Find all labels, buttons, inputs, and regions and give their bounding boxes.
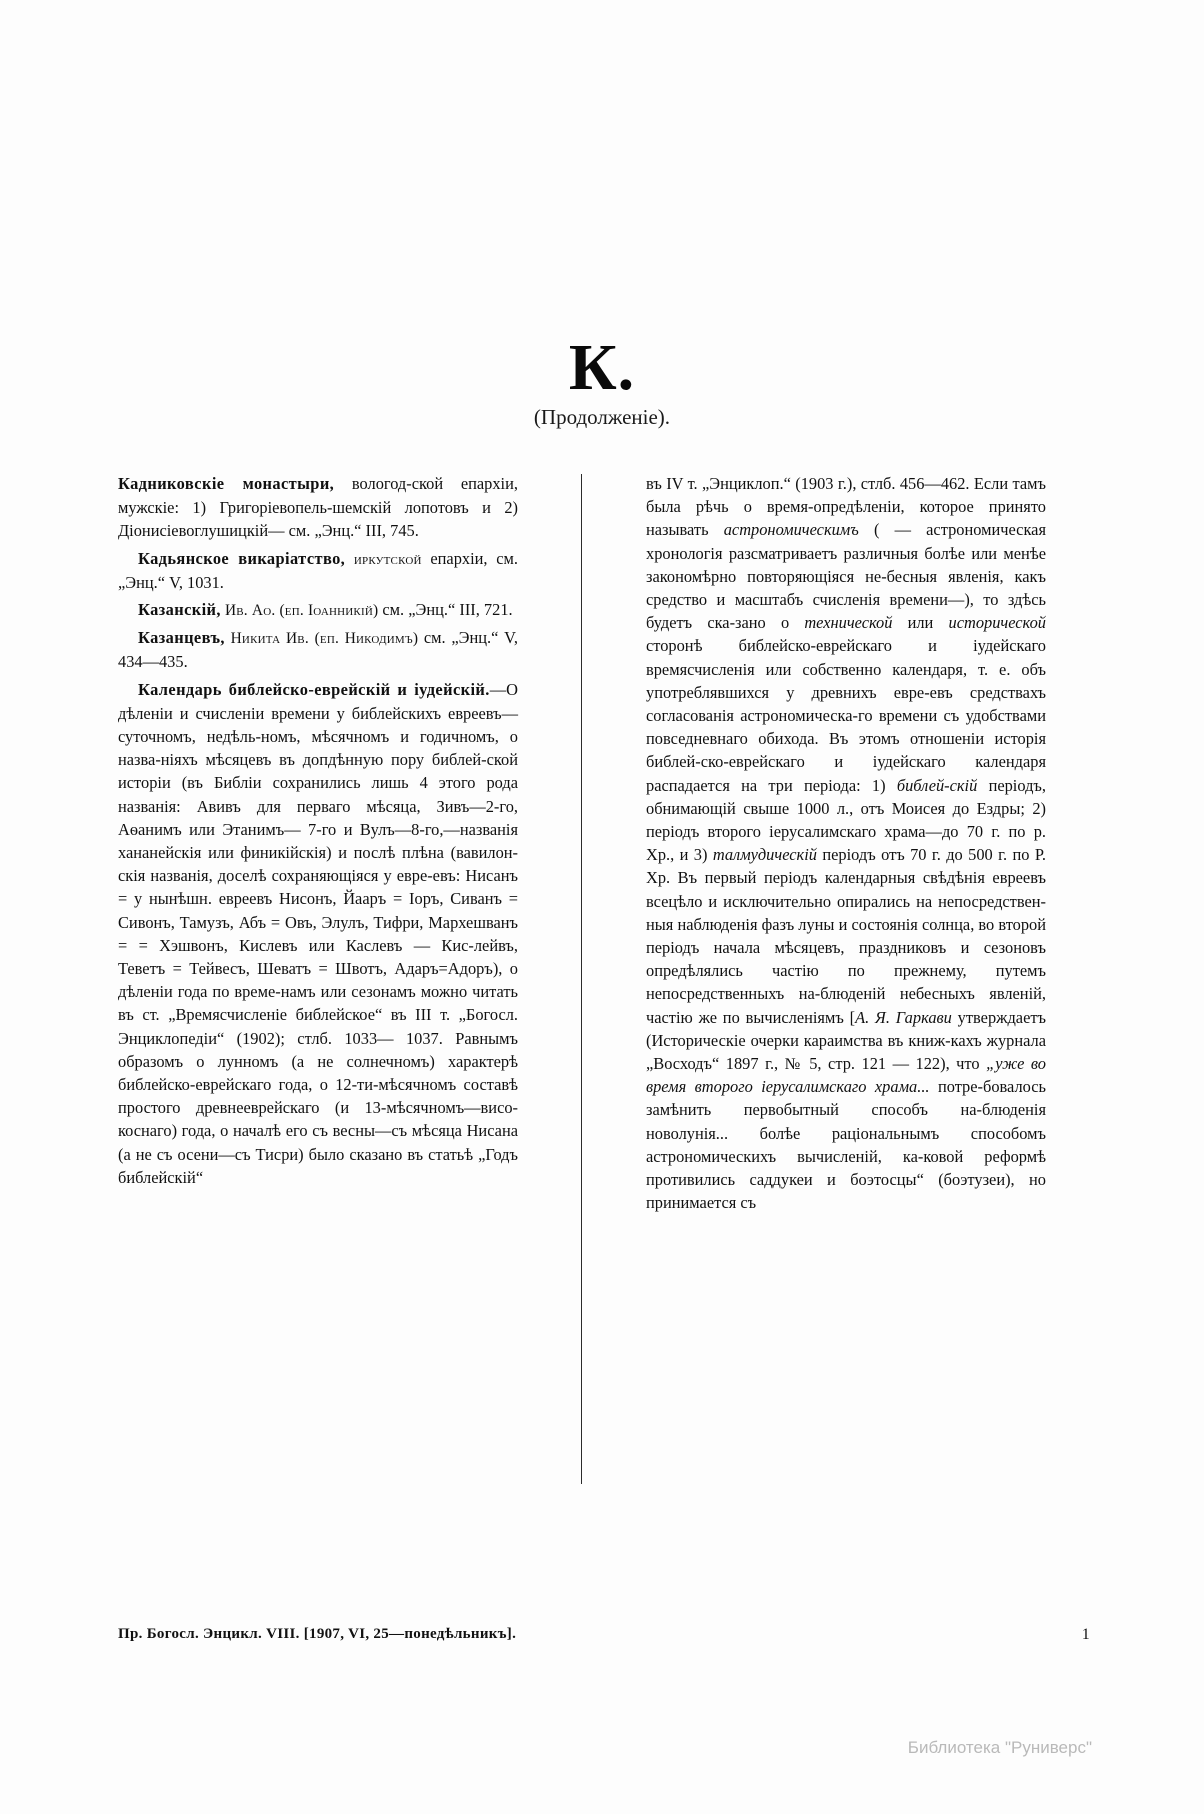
text-run-italic: библей-скій	[896, 775, 978, 795]
library-watermark: Библиотека "Руниверс"	[907, 1738, 1092, 1757]
left-column	[118, 472, 518, 1193]
text-run: періодъ, обнимающій свыше 1000 л., отъ Моисея до Ездры; 2) періодъ второго іерусалимскаго храма—до 70 г. по р. Хр., и 3)	[646, 775, 1046, 865]
text-run: или	[892, 613, 949, 633]
dictionary-entry	[118, 678, 518, 1189]
body-paragraph	[646, 472, 1046, 1215]
text-run: утверждаетъ (Историческіе очерки караимства въ книж-кахъ журнала „Восходъ“ 1897 г., № 5, стр. 121 — 122), что	[646, 1007, 1046, 1074]
entry-headword: Календарь библейско-еврейскій и іудейскій.	[138, 679, 490, 699]
entry-headword: Кадьянское викаріатство,	[138, 548, 346, 568]
footer-note: Пр. Богосл. Энцикл. VIII. [1907, VI, 25—понедѣльникъ].	[118, 1626, 517, 1642]
entry-headword: Казанцевъ,	[138, 628, 225, 648]
dictionary-entry	[118, 472, 518, 543]
entry-text: —О дѣленіи и счисленіи времени у библейскихъ евреевъ—суточномъ, недѣль-номъ, мѣсячномъ и годичномъ, о назва-ніяхъ мѣсяцевъ въ допдѣнную пору библей-ской исторіи (въ Библіи сохранились лишь 4 этого рода названія: Авивъ для перваго мѣсяца, Зивъ—2-го, Аѳанимъ или Этанимъ— 7-го и Вулъ—8-го,—названія хананейскія или финикійскія) и послѣ плѣна (вавилон-скія названія, доселѣ сохраняющіяся у евре-евъ: Нисанъ = у нынѣшн. евреевъ Нисонъ, Йааръ = Іоръ, Сиванъ = Сивонъ, Тамузъ, Абъ = Овъ, Элулъ, Тифри, Мархешванъ = = Хэшвонъ, Кислевъ или Каслевъ — Кис-лейвъ, Теветъ = Тейвесъ, Шеватъ = Швотъ, Адаръ=Адоръ), о дѣленіи года по време-намъ или сезонамъ можно читать въ ст. „Времясчисленіе библейское“ въ III т. „Богосл. Энциклопедіи“ (1902); стлб. 1033— 1037. Равнымъ образомъ о лунномъ (а не солнечномъ) характерѣ библейско-еврейскаго года, о 12-ти-мѣсячномъ составѣ простого древнееврейскаго (и 13-мѣсячномъ—висо-коснаго) года, о началѣ его съ весны—съ мѣсяца Нисана (а не съ осени—съ Тисри) было сказано въ статьѣ „Годъ библейскій“	[118, 679, 518, 1187]
text-run-italic: исторической	[948, 613, 1046, 633]
entry-headword: Кадниковскіе монастыри,	[118, 474, 335, 493]
entry-smallcaps: Ив. Ао. (еп. Іоанникій)	[220, 602, 379, 620]
text-run: ( — астрономическая хронологія разсматриваетъ различныя болѣе или менѣе закономѣрно повторяющіяся не-бесныя явленія, какъ средство и масштабъ счисленія времени—), то здѣсь будетъ ска-зано о	[646, 520, 1046, 633]
entry-smallcaps: иркутской	[345, 550, 422, 568]
page-number: 1	[1081, 1626, 1090, 1643]
text-run: сторонѣ библейско-еврейскаго и іудейскаго времясчисленія или собственно календаря, т. е. объ употреблявшихся у древнихъ евре-евъ средствахъ согласованія астрономическа-го времени съ удобствами повседневнаго обихода. Въ этомъ отношеніи исторія библей-ско-еврейскаго и іудейскаго календаря распадается на три періода: 1)	[646, 636, 1046, 795]
text-run-italic: А. Я. Гаркави	[855, 1007, 952, 1027]
entry-smallcaps: Никита Ив. (еп. Никодимъ)	[224, 630, 419, 648]
text-run-italic: технической	[804, 613, 893, 633]
text-run-italic: талмудическій	[712, 845, 817, 865]
entry-text: вологод-ской епархіи, мужскіе: 1) Григоріевопель-шемскій лопотовъ и 2) Діонисіевоглушицкій— см. „Энц.“ III, 745.	[118, 474, 518, 541]
dictionary-entry	[118, 626, 518, 673]
text-run-italic: „уже во время второго іерусалимскаго храма...	[646, 1054, 1046, 1097]
text-run: періодъ отъ 70 г. до 500 г. по Р. Хр. Въ первый періодъ календарныя свѣдѣнія евреевъ всецѣло и исключительно опирались на непосредствен-ныя наблюденія фазъ луны и состоянія солнца, во второй періодъ начала мѣсяцевъ, праздниковъ и сезоновъ опредѣлялись частію по прежнему, путемъ непосредственныхъ на-блюденій небесныхъ явленій, частію же по вычисленіямъ [	[646, 845, 1046, 1027]
text-run-italic: астрономическимъ	[723, 520, 859, 540]
two-column-body	[118, 472, 1090, 1622]
page-subtitle: (Продолженіе).	[533, 405, 671, 429]
column-divider	[581, 474, 582, 1484]
dictionary-entry	[118, 547, 518, 594]
entry-text: епархіи, см. „Энц.“ V, 1031.	[118, 548, 519, 592]
entry-text: см. „Энц.“ III, 721.	[378, 600, 513, 620]
page-footer	[118, 1626, 1090, 1644]
text-run: въ IV т. „Энциклоп.“ (1903 г.), стлб. 456—462. Если тамъ была рѣчь о время-опредѣленіи, которое принято называть	[646, 474, 1046, 540]
right-column	[646, 472, 1046, 1215]
text-run: потре-бовалось замѣнить первобытный способъ на-блюденія новолунія... болѣе раціональнымъ способомъ астрономическихъ вычисленій, ка-ковой реформѣ противились саддукеи и боэтосцы“ (боэтузеи), но принимается съ	[646, 1077, 1046, 1213]
dictionary-entry	[118, 598, 518, 622]
entry-text: см. „Энц.“ V, 434—435.	[118, 628, 518, 672]
entry-headword: Казанскій,	[138, 600, 221, 620]
page-title: К.	[568, 331, 636, 404]
